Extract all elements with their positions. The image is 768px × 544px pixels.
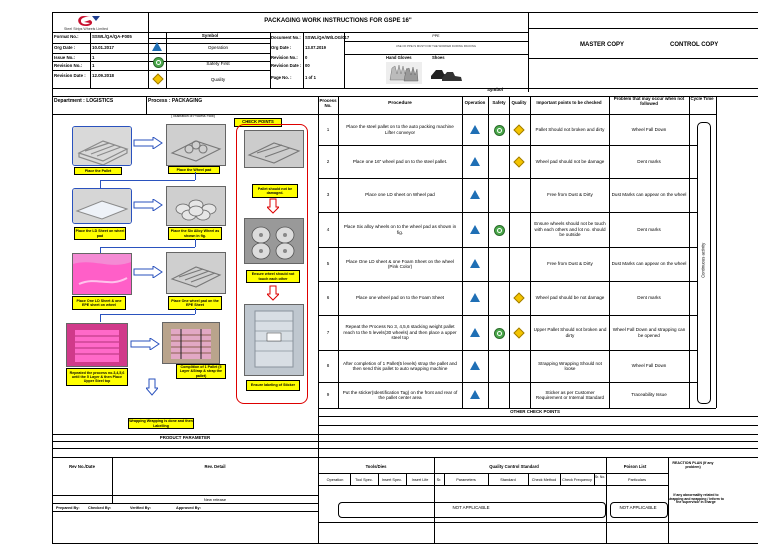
flow-label-repeat: Repeated the process no.3,4,5,6 until the 5 Layer & then Place Upper Steel top [66, 368, 128, 386]
col-sr-no-header: Sr. No. [594, 475, 606, 479]
check-wheels-photo [244, 218, 304, 264]
col-tool-spec-header: Tool Spec. [355, 478, 373, 482]
safety-first-icon [153, 57, 164, 68]
row-important-point: Free from Dust & Dirty [547, 261, 593, 267]
document-title: PACKAGING WORK INSTRUCTIONS FOR GSPE 16" [264, 18, 412, 24]
flow-label-six-alloy: Place the Six Alloy Wheel as shown in fig. [168, 227, 222, 240]
wheel-pad-on-epe-photo [166, 252, 226, 294]
row-problem: Dent marks [637, 226, 661, 232]
row-important-point: Wheel pad should not be damage [535, 158, 605, 164]
col-symbol: Symbol [487, 87, 503, 92]
safety-first-icon [494, 328, 505, 339]
hand-gloves-icon [386, 62, 422, 84]
quality-diamond-icon [513, 327, 524, 338]
process-label: Process : PACKAGING [148, 98, 203, 104]
row-number: 9 [326, 392, 330, 398]
col-safety: Safety [492, 100, 506, 105]
row-problem: Dust Marks can appear on the wheel [611, 261, 687, 267]
row-important-point: Ensure wheels should not be touch with each others and lot no. should be outside [534, 221, 606, 238]
tools-dies-header: Tools/Dies [365, 464, 387, 469]
col-check-method-header: Check Method [531, 478, 557, 482]
doc-revision-date-label: Revision Date : [271, 63, 302, 68]
arrow-down-icon [146, 378, 158, 398]
doc-revision-date-value: 00 [305, 63, 310, 68]
check-pallet-photo [244, 130, 304, 168]
row-problem: Dust Marks can appear on the wheel [611, 192, 687, 198]
row-number: 2 [326, 158, 330, 164]
check-label-wheels: Ensure wheel should not touch each other [246, 270, 300, 283]
flow-label-wrapping: Wrapping Wrapping is done and then Labelling [129, 419, 193, 428]
operation-triangle-icon [470, 125, 480, 134]
safety-first-icon [494, 225, 505, 236]
col-operation: Operation [464, 100, 486, 105]
flow-label-wheel-pad-epe: Place One wheel pad on the EPE Sheet [168, 296, 222, 310]
flow-label-ld-epe: Place One LD Sheet & one EPE sheet on wheel [72, 296, 126, 310]
document-no-label: Document No.: [271, 35, 301, 40]
operation-triangle-icon [470, 328, 480, 337]
operation-triangle-icon [470, 361, 480, 370]
format-no-value: SSWL/QA/QA-F005 [92, 34, 132, 39]
row-procedure: After completion of 1 Pallet(5 levels) strap the pallet and then send this pallet to auto wrapping machine [343, 360, 457, 371]
row-number: 3 [326, 192, 330, 198]
row-procedure: Place one wheel pad on to the Foam Sheet [355, 295, 445, 301]
col-process-no: Process No. [319, 98, 337, 108]
row-procedure: Place one 16" wheel pad on to the steel pallet. [352, 158, 448, 164]
row-number: 6 [326, 295, 330, 301]
legend-quality-label: Quality [210, 77, 226, 82]
col-quality: Quality [511, 100, 527, 105]
cycle-time-text: Continuous activity [700, 242, 706, 278]
flow-label-completion: Complition of 1 Pallet (5 Layer &Strap & strap the pallet) [176, 364, 226, 379]
arrow-right-icon [130, 338, 160, 352]
stacked-pallet-photo [66, 323, 128, 367]
revision-no-value: 1 [92, 63, 95, 68]
master-copy-label: MASTER COPY [580, 42, 625, 48]
operation-triangle-icon [470, 293, 480, 302]
revision-date-label: Revision Date : [54, 73, 86, 78]
qc-standard-header: Quality Control Standard [489, 464, 539, 469]
row-procedure: Put the sticker(Identification Tag) on the front and rear of the pallet center area [342, 389, 458, 400]
issue-no-label: Issue No.: [54, 55, 75, 60]
arrow-right-icon [133, 199, 163, 213]
col-check-frequency-header: Check Frequency [562, 478, 592, 482]
check-label-sticker: Ensure labeling of Sticker [246, 380, 300, 391]
flow-label-place-wheel-pad: Place the Wheel pad [168, 166, 220, 174]
row-procedure: Place One LD sheet & one Foam Sheet on the wheel (Pink Color) [345, 258, 455, 269]
col-problem: Problem that may occur when not followed [613, 96, 685, 106]
operation-triangle-icon [470, 225, 480, 234]
col-insert-life-header: Insert Life [411, 478, 429, 482]
col-insert-spec-header: Insert Spec. [381, 478, 403, 482]
row-number: 7 [326, 329, 330, 335]
col-operation-header: Operation [326, 478, 344, 482]
row-procedure: Place the steel pallet on to the auto packing machine Lifter conveyor [346, 124, 454, 135]
pallet-photo [72, 126, 132, 166]
col-sr-header: Sr. [436, 478, 442, 482]
quality-diamond-icon [152, 73, 163, 84]
company-logo [70, 14, 110, 28]
row-important-point: Strapping Wrapping Should not loose [538, 360, 602, 371]
row-important-point: Sticker as per Customer Requirement or Internal Standard [535, 389, 605, 400]
safety-first-icon [494, 125, 505, 136]
row-important-point: Pallet Should not broken and dirty [535, 126, 605, 132]
illustration-title: ( Illustration of Process Flow) [171, 114, 215, 118]
row-problem: Wheel Fall Down and strapping can be opened [612, 327, 686, 338]
arrow-down-icon [267, 285, 279, 303]
arrow-right-icon [133, 137, 163, 151]
row-important-point: Upper Pallet Should not broken and dirty [533, 327, 607, 338]
quality-diamond-icon [513, 292, 524, 303]
strapped-pallet-photo [162, 322, 220, 364]
new-release-text: New release [203, 497, 227, 502]
check-label-pallet: Pallet should not be damaged. [252, 184, 298, 198]
arrow-down-icon [267, 198, 279, 216]
ld-sheet-photo [72, 188, 132, 224]
not-applicable-text-1: NOT APPLICABLE [452, 505, 490, 510]
operation-triangle-icon [152, 42, 162, 51]
flow-label-ld-sheet: Place the LD Sheet on wheel pad [74, 227, 126, 240]
col-standard-header: Standard [500, 478, 516, 482]
row-procedure: Repeat the Process No 3, 4,5,6 stacking weight pallet reach to the 5 levels(30 wheels) and then place a upper steel top [343, 324, 457, 341]
row-procedure: Place Six alloy wheels on to the wheel pad as shown in fig. [343, 224, 457, 235]
legend-operation-label: Operation [207, 45, 229, 50]
ppe-instruction: USE OF PPE IS MUST FOR THE WORKER DURING PACKING [395, 44, 477, 48]
row-procedure: Place one LD sheet on Wheel pad [365, 192, 435, 198]
checked-by-label: Checked By: [88, 506, 112, 510]
row-important-point: Wheel pad should be not damage [535, 295, 605, 301]
row-number: 8 [326, 363, 330, 369]
check-sticker-photo [244, 304, 304, 376]
operation-triangle-icon [470, 190, 480, 199]
doc-revision-no-label: Revision No.: [271, 55, 298, 60]
row-number: 4 [326, 226, 330, 232]
poison-list-header: Poison List [623, 464, 647, 469]
approved-by-label: Approved By: [176, 506, 201, 510]
revision-no-label: Revision No.: [54, 63, 83, 68]
col-cycle-time: Cycle Time [690, 96, 714, 101]
quality-diamond-icon [513, 124, 524, 135]
symbol-legend-header: Symbol [201, 33, 219, 38]
ppe-label: PPE [432, 34, 440, 38]
prepared-by-label: Prepared By: [56, 506, 80, 510]
operation-triangle-icon [470, 390, 480, 399]
row-important-point: Free from Dust & Dirty [547, 192, 593, 198]
quality-diamond-icon [513, 156, 524, 167]
flow-connector [195, 172, 196, 180]
reaction-plan-header: REACTION PLAN (If any problem) [672, 461, 714, 469]
col-particulars-header: Particulars [628, 478, 646, 482]
doc-revision-no-value: 0 [305, 55, 308, 60]
org-date-label: Org Date : [54, 45, 76, 50]
row-problem: Traceability Issue [631, 392, 667, 398]
legend-safety-label: Safety First [206, 61, 230, 66]
pink-foam-photo [72, 253, 132, 295]
col-important-points: Important points to be checked [536, 100, 602, 105]
operation-triangle-icon [470, 157, 480, 166]
department-label: Department : LOGISTICS [54, 98, 114, 104]
product-parameter-title: PRODUCT PARAMETER [159, 435, 211, 440]
org-date-value: 10.01.2017 [92, 45, 114, 50]
ppe-hand-gloves-label: Hand Gloves [386, 55, 412, 60]
alloy-wheels-photo [166, 186, 226, 226]
row-number: 1 [326, 126, 330, 132]
arrow-right-icon [133, 266, 163, 280]
rev-no-date-header: Rev No./Date [69, 464, 95, 469]
page-no-value: 1 of 1 [305, 75, 316, 80]
revision-date-value: 12.09.2018 [92, 73, 114, 78]
page-no-label: Page No. : [271, 75, 292, 80]
company-name: Steel Strips Wheels Limited [64, 27, 108, 31]
safety-shoes-icon [428, 62, 464, 84]
not-applicable-text-2: NOT APPLICABLE [619, 505, 657, 510]
reaction-plan-text: If any abnormality related to strapping and wrapping / inform to the supervisor in charge [668, 493, 724, 505]
row-number: 5 [326, 261, 330, 267]
doc-org-date-value: 13.07.2019 [305, 45, 326, 50]
col-parameters-header: Parameters [456, 478, 476, 482]
flow-label-place-pallet: Place the Pallet [74, 167, 122, 175]
row-problem: Dent marks [637, 158, 661, 164]
verified-by-label: Verified By: [130, 506, 151, 510]
row-problem: Wheel Fall Down [631, 126, 667, 132]
document-no-value: SSWL/QA/WI/LOG/017 [305, 35, 350, 40]
ppe-shoes-label: Shoes [432, 55, 445, 60]
operation-triangle-icon [470, 259, 480, 268]
other-check-points-title: OTHER CHECK POINTS [510, 409, 560, 414]
doc-org-date-label: Org Date : [271, 45, 292, 50]
row-problem: Dent marks [637, 295, 661, 301]
format-no-label: Format No.: [54, 34, 79, 39]
check-points-title: CHECK POINTS [234, 118, 282, 127]
wheel-pad-photo [166, 124, 226, 166]
rev-detail-header: Rev. Detail [204, 464, 226, 469]
col-procedure: Procedure [388, 101, 412, 106]
row-problem: Wheel Fall Down [631, 363, 667, 369]
control-copy-label: CONTROL COPY [670, 42, 719, 48]
issue-no-value: 1 [92, 55, 95, 60]
